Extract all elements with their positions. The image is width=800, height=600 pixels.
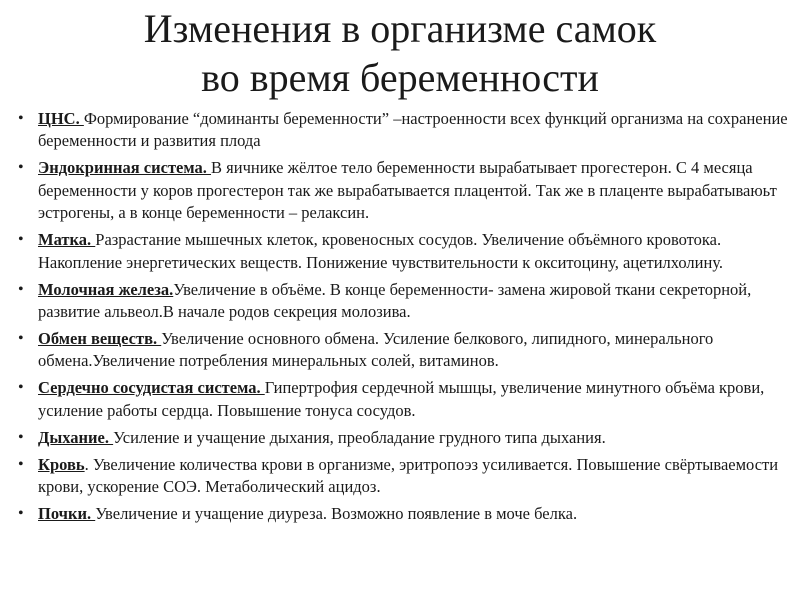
bullet-item-respiration [14,427,794,449]
bullet-item-metabolism [14,328,794,373]
bullet-dot: • [18,159,24,177]
bullet-dot: • [18,379,24,397]
bullet-text: Усиление и учащение дыхания, преобладание грудного типа дыхания. [113,427,606,447]
bullet-dot: • [18,505,24,523]
bullet-dot: • [18,110,24,127]
bullet-dot: • [18,280,24,298]
bullet-heading: ЦНС. [38,109,84,128]
bullet-dot: • [18,428,24,446]
bullet-text: Разрастание мышечных клеток, кровеносных сосудов. Увеличение объёмного кровотока. Накопление энергетических веществ. Понижение чувствительности к окситоцину, ацетилхолину. [38,230,724,272]
bullet-text: В яичнике жёлтое тело беременности вырабатывает прогестерон. С 4 месяца беременности у коров прогестерон так же вырабатывается плацентой. Так же в плаценте вырабатываюьт эстрогены, а в конце беременности – релаксин. [38,158,777,223]
bullet-item-cardiovascular [14,377,794,422]
bullet-item-blood [14,454,794,499]
bullet-item-uterus [14,229,794,274]
bullet-dot: • [18,330,24,348]
bullet-text: Увеличение в объёме. В конце беременности- замена жировой ткани секреторной, развитие альвеол.В начале родов секреция молозива. [38,279,752,322]
bullet-text: Гипертрофия сердечной мышцы, увеличение минутного объёма крови, усиление работы сердца. Повышение тонуса сосудов. [38,378,765,420]
bullet-heading: Дыхание. [38,427,114,447]
bullet-item-kidneys [14,503,794,525]
title-line-2: во время беременности [201,55,599,100]
bullet-heading: Кровь [38,454,85,474]
bullet-item-cns [14,108,794,153]
bullet-heading: Матка. [38,230,96,250]
bullet-heading: Молочная железа. [38,279,174,299]
slide-title [40,4,760,102]
bullet-dot: • [18,231,24,249]
bullet-heading: Почки. [38,504,96,524]
bullet-item-mammary [14,279,794,324]
bullet-heading: Обмен веществ. [38,329,162,349]
bullet-text: Увеличение основного обмена. Усиление белкового, липидного, минерального обмена.Увеличение потребления минеральных солей, витаминов. [38,329,714,371]
bullet-list [14,108,794,530]
bullet-heading: Эндокринная система. [38,158,212,178]
bullet-item-endocrine [14,157,794,224]
bullet-text: Увеличение и учащение диуреза. Возможно появление в моче белка. [95,504,578,524]
bullet-dot: • [18,455,24,473]
bullet-text: Формирование “доминанты беременности” –настроенности всех функций организма на сохранение беременности и развития плода [38,109,788,151]
bullet-text: . Увеличение количества крови в организме, эритропоэз усиливается. Повышение свёртываемости крови, ускорение СОЭ. Метаболический ацидоз. [38,454,779,497]
title-line-1: Изменения в организме самок [143,6,657,51]
bullet-heading: Сердечно сосудистая система. [38,378,265,398]
